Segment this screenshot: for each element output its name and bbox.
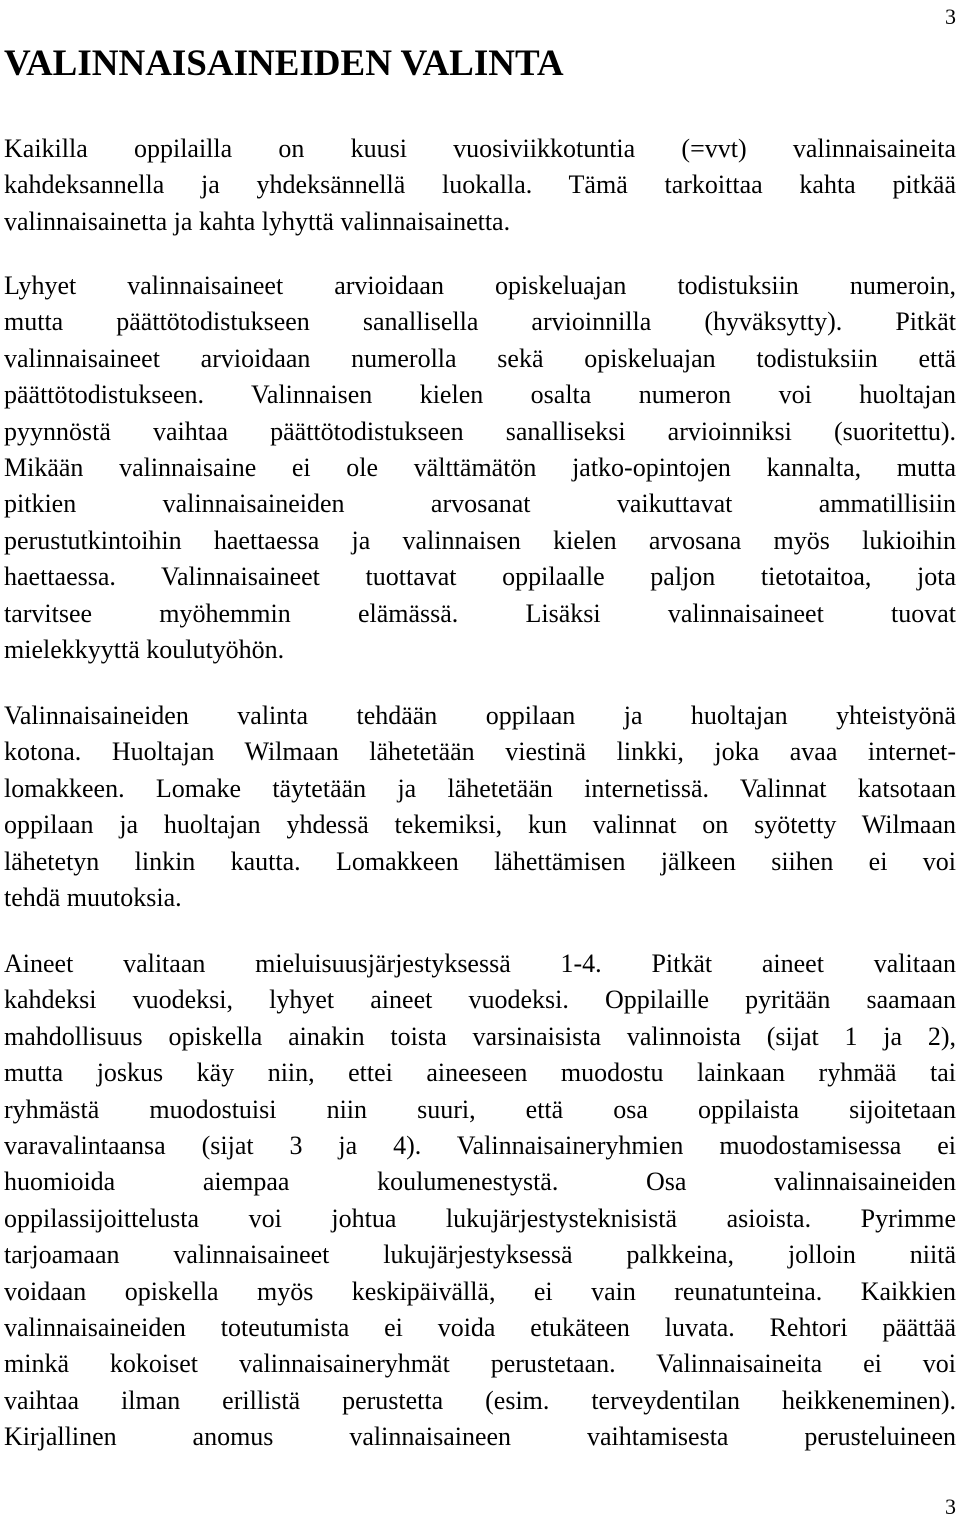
text-line: kahdeksannella ja yhdeksännellä luokalla. Tämä tarkoittaa kahta pitkää xyxy=(4,170,956,200)
text-line: mielekkyyttä koulutyöhön. xyxy=(4,634,285,664)
page-number-bottom: 3 xyxy=(945,1494,956,1519)
text-line: kotona. Huoltajan Wilmaan lähetetään viestinä linkki, joka avaa internet- xyxy=(4,737,956,767)
text-line: Kirjallinen anomus valinnaisaineen vaihtamisesta perusteluineen xyxy=(4,1422,956,1452)
text-line: Valinnaisaineiden valinta tehdään oppilaan ja huoltajan yhteistyönä xyxy=(4,701,956,730)
text-line: pyynnöstä vaihtaa päättötodistukseen sanalliseksi arvioinniksi (suoritettu). xyxy=(4,416,956,446)
text-line: mutta päättötodistukseen sanallisella arvioinnilla (hyväksytty). Pitkät xyxy=(4,307,956,337)
text-line: minkä kokoiset valinnaisaineryhmät perustetaan. Valinnaisaineita ei voi xyxy=(4,1349,956,1379)
text-line: mahdollisuus opiskella ainakin toista varsinaisista valinnoista (sijat 1 ja 2), xyxy=(4,1021,956,1051)
text-line: valinnaisaineet arvioidaan numerolla sekä opiskeluajan todistuksiin että xyxy=(4,343,956,373)
text-line: päättötodistukseen. Valinnaisen kielen osalta numeron voi huoltajan xyxy=(4,380,956,410)
paragraph-2 xyxy=(4,268,956,668)
text-line: voidaan opiskella myös keskipäivällä, ei vain reunatunteina. Kaikkien xyxy=(4,1276,956,1306)
text-line: valinnaisaineiden toteutumista ei voida etukäteen luvata. Rehtori päättää xyxy=(4,1312,956,1342)
text-line: vaihtaa ilman erillistä perustetta (esim. terveydentilan heikkeneminen). xyxy=(4,1385,956,1415)
page-number-top: 3 xyxy=(945,4,956,29)
text-line: huomioida aiempaa koulumenestystä. Osa valinnaisaineiden xyxy=(4,1167,956,1197)
text-line: varavalintaansa (sijat 3 ja 4). Valinnaisaineryhmien muodostamisessa ei xyxy=(4,1130,956,1160)
text-line: kahdeksi vuodeksi, lyhyet aineet vuodeksi. Oppilaille pyritään saamaan xyxy=(4,985,956,1015)
text-line: Mikään valinnaisaine ei ole välttämätön jatko-opintojen kannalta, mutta xyxy=(4,452,956,482)
text-line: haettaessa. Valinnaisaineet tuottavat oppilaalle paljon tietotaitoa, jota xyxy=(4,562,956,592)
document-heading: VALINNAISAINEIDEN VALINTA xyxy=(4,43,564,84)
text-line: Aineet valitaan mieluisuusjärjestyksessä 1-4. Pitkät aineet valitaan xyxy=(4,949,956,978)
paragraph-3 xyxy=(4,698,956,916)
text-line: Lyhyet valinnaisaineet arvioidaan opiskeluajan todistuksiin numeroin, xyxy=(4,271,956,300)
text-line: perustutkintoihin haettaessa ja valinnaisen kielen arvosana myös lukioihin xyxy=(4,525,956,555)
text-line: tarjoamaan valinnaisaineet lukujärjestyksessä palkkeina, jolloin niitä xyxy=(4,1240,956,1270)
text-line: pitkien valinnaisaineiden arvosanat vaikuttavat ammatillisiin xyxy=(4,489,956,519)
text-line: ryhmästä muodostuisi niin suuri, että osa oppilaista sijoitetaan xyxy=(4,1094,956,1124)
text-line: tehdä muutoksia. xyxy=(4,882,182,912)
paragraph-1 xyxy=(4,131,956,240)
text-line: oppilaan ja huoltajan yhdessä tekemiksi, kun valinnat on syötetty Wilmaan xyxy=(4,810,956,840)
text-line: mutta joskus käy niin, ettei aineeseen muodostu lainkaan ryhmää tai xyxy=(4,1058,956,1088)
text-line: lähetetyn linkin kautta. Lomakkeen lähettämisen jälkeen siihen ei voi xyxy=(4,846,956,876)
text-line: lomakkeen. Lomake täytetään ja lähetetään internetissä. Valinnat katsotaan xyxy=(4,773,956,803)
text-line: Kaikilla oppilailla on kuusi vuosiviikkotuntia (=vvt) valinnaisaineita xyxy=(4,134,956,163)
text-line: tarvitsee myöhemmin elämässä. Lisäksi valinnaisaineet tuovat xyxy=(4,598,956,628)
text-line: oppilassijoittelusta voi johtua lukujärjestysteknisistä asioista. Pyrimme xyxy=(4,1203,956,1233)
text-line: valinnaisainetta ja kahta lyhyttä valinnaisainetta. xyxy=(4,206,511,236)
paragraph-4 xyxy=(4,946,956,1455)
